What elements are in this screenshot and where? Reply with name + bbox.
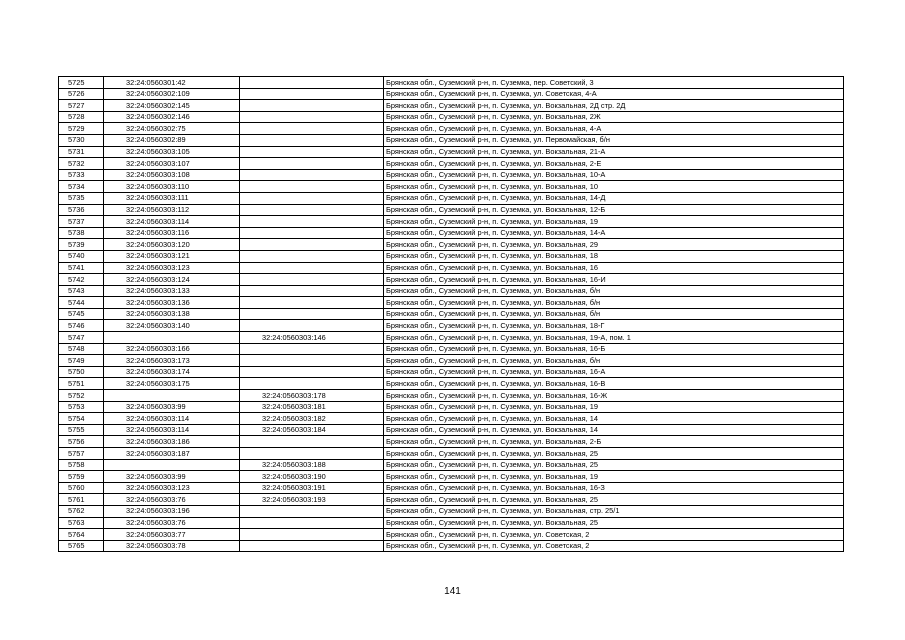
new-cadastral-number-cell <box>240 111 384 123</box>
address-cell: Брянская обл., Суземский р-н, п. Суземка, ул. Вокзальная, 18 <box>384 250 844 262</box>
table-row <box>59 204 844 216</box>
new-cadastral-number-cell <box>240 320 384 332</box>
new-cadastral-number-cell <box>240 100 384 112</box>
address-cell: Брянская обл., Суземский р-н, п. Суземка, ул. Вокзальная, 12-Б <box>384 204 844 216</box>
table-row <box>59 146 844 158</box>
table-row <box>59 529 844 541</box>
cadastral-number-cell: 32:24:0560303:121 <box>104 250 240 262</box>
new-cadastral-number-cell: 32:24:0560303:181 <box>240 401 384 413</box>
cadastral-number-cell: 32:24:0560303:138 <box>104 308 240 320</box>
table-row <box>59 158 844 170</box>
cadastral-number-cell: 32:24:0560303:99 <box>104 401 240 413</box>
address-cell: Брянская обл., Суземский р-н, п. Суземка, ул. Вокзальная, 16-И <box>384 274 844 286</box>
table-row <box>59 181 844 193</box>
cadastral-number-cell: 32:24:0560303:107 <box>104 158 240 170</box>
new-cadastral-number-cell <box>240 192 384 204</box>
row-number-cell: 5740 <box>59 250 104 262</box>
new-cadastral-number-cell <box>240 285 384 297</box>
cadastral-number-cell: 32:24:0560303:99 <box>104 471 240 483</box>
table-row <box>59 401 844 413</box>
row-number-cell: 5738 <box>59 227 104 239</box>
new-cadastral-number-cell <box>240 239 384 251</box>
row-number-cell: 5746 <box>59 320 104 332</box>
cadastral-number-cell: 32:24:0560303:175 <box>104 378 240 390</box>
table-row <box>59 216 844 228</box>
table-row <box>59 123 844 135</box>
new-cadastral-number-cell: 32:24:0560303:146 <box>240 332 384 344</box>
new-cadastral-number-cell: 32:24:0560303:188 <box>240 459 384 471</box>
cadastral-number-cell: 32:24:0560303:123 <box>104 262 240 274</box>
address-cell: Брянская обл., Суземский р-н, п. Суземка, ул. Вокзальная, 25 <box>384 448 844 460</box>
address-cell: Брянская обл., Суземский р-н, п. Суземка, ул. Вокзальная, 16-З <box>384 482 844 494</box>
address-cell: Брянская обл., Суземский р-н, п. Суземка, ул. Советская, 2 <box>384 529 844 541</box>
table-row <box>59 494 844 506</box>
row-number-cell: 5727 <box>59 100 104 112</box>
address-cell: Брянская обл., Суземский р-н, п. Суземка, ул. Вокзальная, 16-Б <box>384 343 844 355</box>
table-row <box>59 227 844 239</box>
table-row <box>59 366 844 378</box>
address-cell: Брянская обл., Суземский р-н, п. Суземка, ул. Вокзальная, 2-Е <box>384 158 844 170</box>
table-row <box>59 436 844 448</box>
new-cadastral-number-cell <box>240 88 384 100</box>
new-cadastral-number-cell <box>240 529 384 541</box>
address-cell: Брянская обл., Суземский р-н, п. Суземка, ул. Вокзальная, 19 <box>384 471 844 483</box>
cadastral-number-cell: 32:24:0560303:76 <box>104 517 240 529</box>
new-cadastral-number-cell <box>240 274 384 286</box>
table-row <box>59 540 844 552</box>
table-row <box>59 192 844 204</box>
new-cadastral-number-cell <box>240 517 384 529</box>
cadastral-number-cell: 32:24:0560303:77 <box>104 529 240 541</box>
cadastral-number-cell: 32:24:0560303:78 <box>104 540 240 552</box>
row-number-cell: 5755 <box>59 424 104 436</box>
cadastral-number-cell: 32:24:0560302:75 <box>104 123 240 135</box>
new-cadastral-number-cell: 32:24:0560303:182 <box>240 413 384 425</box>
address-cell: Брянская обл., Суземский р-н, п. Суземка, ул. Вокзальная, 14-Д <box>384 192 844 204</box>
table-row <box>59 100 844 112</box>
cadastral-number-cell <box>104 459 240 471</box>
address-cell: Брянская обл., Суземский р-н, п. Суземка, пер. Советский, 3 <box>384 77 844 89</box>
row-number-cell: 5729 <box>59 123 104 135</box>
table-row <box>59 378 844 390</box>
table-row <box>59 134 844 146</box>
row-number-cell: 5750 <box>59 366 104 378</box>
cadastral-number-cell: 32:24:0560303:133 <box>104 285 240 297</box>
new-cadastral-number-cell <box>240 308 384 320</box>
new-cadastral-number-cell <box>240 366 384 378</box>
address-cell: Брянская обл., Суземский р-н, п. Суземка, ул. Вокзальная, 16 <box>384 262 844 274</box>
address-cell: Брянская обл., Суземский р-н, п. Суземка, ул. Вокзальная, 21-А <box>384 146 844 158</box>
row-number-cell: 5742 <box>59 274 104 286</box>
row-number-cell: 5758 <box>59 459 104 471</box>
row-number-cell: 5744 <box>59 297 104 309</box>
row-number-cell: 5759 <box>59 471 104 483</box>
new-cadastral-number-cell <box>240 158 384 170</box>
address-cell: Брянская обл., Суземский р-н, п. Суземка, ул. Вокзальная, 10 <box>384 181 844 193</box>
cadastral-number-cell: 32:24:0560302:145 <box>104 100 240 112</box>
row-number-cell: 5753 <box>59 401 104 413</box>
address-cell: Брянская обл., Суземский р-н, п. Суземка, ул. Вокзальная, 25 <box>384 494 844 506</box>
address-cell: Брянская обл., Суземский р-н, п. Суземка, ул. Советская, 2 <box>384 540 844 552</box>
table-row <box>59 111 844 123</box>
address-cell: Брянская обл., Суземский р-н, п. Суземка, ул. Вокзальная, 29 <box>384 239 844 251</box>
address-cell: Брянская обл., Суземский р-н, п. Суземка, ул. Вокзальная, 19-А, пом. 1 <box>384 332 844 344</box>
row-number-cell: 5745 <box>59 308 104 320</box>
table-row <box>59 308 844 320</box>
new-cadastral-number-cell <box>240 343 384 355</box>
row-number-cell: 5748 <box>59 343 104 355</box>
new-cadastral-number-cell <box>240 448 384 460</box>
table-row <box>59 169 844 181</box>
row-number-cell: 5749 <box>59 355 104 367</box>
table-row <box>59 88 844 100</box>
address-cell: Брянская обл., Суземский р-н, п. Суземка, ул. Вокзальная, 25 <box>384 517 844 529</box>
address-cell: Брянская обл., Суземский р-н, п. Суземка, ул. Вокзальная, 19 <box>384 401 844 413</box>
table-row <box>59 250 844 262</box>
table-row <box>59 285 844 297</box>
address-cell: Брянская обл., Суземский р-н, п. Суземка, ул. Вокзальная, б/н <box>384 297 844 309</box>
new-cadastral-number-cell <box>240 77 384 89</box>
address-cell: Брянская обл., Суземский р-н, п. Суземка, ул. Вокзальная, 14 <box>384 424 844 436</box>
address-cell: Брянская обл., Суземский р-н, п. Суземка, ул. Вокзальная, 25 <box>384 459 844 471</box>
new-cadastral-number-cell <box>240 355 384 367</box>
table-row <box>59 274 844 286</box>
row-number-cell: 5743 <box>59 285 104 297</box>
cadastral-number-cell: 32:24:0560303:136 <box>104 297 240 309</box>
address-cell: Брянская обл., Суземский р-н, п. Суземка, ул. Вокзальная, 16-А <box>384 366 844 378</box>
address-cell: Брянская обл., Суземский р-н, п. Суземка, ул. Вокзальная, б/н <box>384 308 844 320</box>
row-number-cell: 5752 <box>59 390 104 402</box>
row-number-cell: 5761 <box>59 494 104 506</box>
row-number-cell: 5726 <box>59 88 104 100</box>
table-row <box>59 343 844 355</box>
cadastral-number-cell: 32:24:0560303:196 <box>104 505 240 517</box>
table-row <box>59 459 844 471</box>
address-cell: Брянская обл., Суземский р-н, п. Суземка, ул. Вокзальная, 4-А <box>384 123 844 135</box>
cadastral-number-cell: 32:24:0560303:116 <box>104 227 240 239</box>
cadastral-number-cell: 32:24:0560303:173 <box>104 355 240 367</box>
new-cadastral-number-cell: 32:24:0560303:191 <box>240 482 384 494</box>
cadastral-number-cell: 32:24:0560303:123 <box>104 482 240 494</box>
row-number-cell: 5760 <box>59 482 104 494</box>
address-cell: Брянская обл., Суземский р-н, п. Суземка, ул. Вокзальная, 18-Г <box>384 320 844 332</box>
cadastral-number-cell: 32:24:0560303:186 <box>104 436 240 448</box>
cadastral-number-cell: 32:24:0560303:112 <box>104 204 240 216</box>
new-cadastral-number-cell: 32:24:0560303:184 <box>240 424 384 436</box>
row-number-cell: 5734 <box>59 181 104 193</box>
cadastral-number-cell: 32:24:0560303:187 <box>104 448 240 460</box>
row-number-cell: 5728 <box>59 111 104 123</box>
address-cell: Брянская обл., Суземский р-н, п. Суземка, ул. Вокзальная, 10-А <box>384 169 844 181</box>
address-cell: Брянская обл., Суземский р-н, п. Суземка, ул. Вокзальная, стр. 25/1 <box>384 505 844 517</box>
cadastral-number-cell: 32:24:0560303:124 <box>104 274 240 286</box>
address-cell: Брянская обл., Суземский р-н, п. Суземка, ул. Вокзальная, 2-Б <box>384 436 844 448</box>
cadastral-number-cell: 32:24:0560303:120 <box>104 239 240 251</box>
row-number-cell: 5756 <box>59 436 104 448</box>
table-row <box>59 297 844 309</box>
table-row <box>59 320 844 332</box>
row-number-cell: 5747 <box>59 332 104 344</box>
table-row <box>59 332 844 344</box>
new-cadastral-number-cell <box>240 540 384 552</box>
row-number-cell: 5757 <box>59 448 104 460</box>
row-number-cell: 5764 <box>59 529 104 541</box>
address-cell: Брянская обл., Суземский р-н, п. Суземка, ул. Вокзальная, б/н <box>384 285 844 297</box>
address-cell: Брянская обл., Суземский р-н, п. Суземка, ул. Вокзальная, 16-Ж <box>384 390 844 402</box>
row-number-cell: 5725 <box>59 77 104 89</box>
cadastral-number-cell: 32:24:0560302:109 <box>104 88 240 100</box>
row-number-cell: 5733 <box>59 169 104 181</box>
new-cadastral-number-cell <box>240 146 384 158</box>
new-cadastral-number-cell <box>240 297 384 309</box>
table-row <box>59 482 844 494</box>
address-cell: Брянская обл., Суземский р-н, п. Суземка, ул. Первомайская, б/н <box>384 134 844 146</box>
row-number-cell: 5731 <box>59 146 104 158</box>
new-cadastral-number-cell <box>240 134 384 146</box>
cadastral-number-cell <box>104 332 240 344</box>
address-cell: Брянская обл., Суземский р-н, п. Суземка, ул. Вокзальная, 2Ж <box>384 111 844 123</box>
row-number-cell: 5751 <box>59 378 104 390</box>
table-row <box>59 424 844 436</box>
address-cell: Брянская обл., Суземский р-н, п. Суземка, ул. Вокзальная, 14-А <box>384 227 844 239</box>
cadastral-number-cell: 32:24:0560303:114 <box>104 216 240 228</box>
new-cadastral-number-cell <box>240 204 384 216</box>
table-row <box>59 390 844 402</box>
new-cadastral-number-cell <box>240 505 384 517</box>
new-cadastral-number-cell <box>240 262 384 274</box>
cadastral-number-cell: 32:24:0560303:140 <box>104 320 240 332</box>
address-cell: Брянская обл., Суземский р-н, п. Суземка, ул. Советская, 4-А <box>384 88 844 100</box>
cadastral-number-cell: 32:24:0560303:166 <box>104 343 240 355</box>
cadastral-number-cell: 32:24:0560303:105 <box>104 146 240 158</box>
table-row <box>59 77 844 89</box>
cadastral-number-cell: 32:24:0560302:89 <box>104 134 240 146</box>
table-row <box>59 517 844 529</box>
address-cell: Брянская обл., Суземский р-н, п. Суземка, ул. Вокзальная, 2Д стр. 2Д <box>384 100 844 112</box>
table-row <box>59 239 844 251</box>
row-number-cell: 5762 <box>59 505 104 517</box>
page-number: 141 <box>444 586 461 597</box>
table-row <box>59 448 844 460</box>
address-cell: Брянская обл., Суземский р-н, п. Суземка, ул. Вокзальная, 14 <box>384 413 844 425</box>
address-cell: Брянская обл., Суземский р-н, п. Суземка, ул. Вокзальная, 19 <box>384 216 844 228</box>
table-row <box>59 413 844 425</box>
cadastral-number-cell: 32:24:0560303:114 <box>104 424 240 436</box>
address-cell: Брянская обл., Суземский р-н, п. Суземка, ул. Вокзальная, б/н <box>384 355 844 367</box>
table-row <box>59 355 844 367</box>
new-cadastral-number-cell <box>240 181 384 193</box>
row-number-cell: 5735 <box>59 192 104 204</box>
row-number-cell: 5732 <box>59 158 104 170</box>
table-row <box>59 262 844 274</box>
table-body <box>59 77 844 552</box>
row-number-cell: 5741 <box>59 262 104 274</box>
row-number-cell: 5765 <box>59 540 104 552</box>
cadastral-number-cell: 32:24:0560301:42 <box>104 77 240 89</box>
cadastral-number-cell: 32:24:0560303:111 <box>104 192 240 204</box>
new-cadastral-number-cell: 32:24:0560303:190 <box>240 471 384 483</box>
row-number-cell: 5739 <box>59 239 104 251</box>
cadastral-number-cell: 32:24:0560303:174 <box>104 366 240 378</box>
new-cadastral-number-cell <box>240 216 384 228</box>
row-number-cell: 5736 <box>59 204 104 216</box>
new-cadastral-number-cell <box>240 436 384 448</box>
cadastral-number-cell: 32:24:0560303:110 <box>104 181 240 193</box>
row-number-cell: 5754 <box>59 413 104 425</box>
new-cadastral-number-cell <box>240 378 384 390</box>
table-row <box>59 471 844 483</box>
cadastral-number-cell: 32:24:0560302:146 <box>104 111 240 123</box>
table-row <box>59 505 844 517</box>
cadastral-table <box>58 76 844 552</box>
new-cadastral-number-cell: 32:24:0560303:193 <box>240 494 384 506</box>
row-number-cell: 5737 <box>59 216 104 228</box>
new-cadastral-number-cell <box>240 250 384 262</box>
new-cadastral-number-cell: 32:24:0560303:178 <box>240 390 384 402</box>
new-cadastral-number-cell <box>240 227 384 239</box>
cadastral-number-cell: 32:24:0560303:76 <box>104 494 240 506</box>
row-number-cell: 5763 <box>59 517 104 529</box>
cadastral-number-cell: 32:24:0560303:108 <box>104 169 240 181</box>
cadastral-number-cell: 32:24:0560303:114 <box>104 413 240 425</box>
address-cell: Брянская обл., Суземский р-н, п. Суземка, ул. Вокзальная, 16-В <box>384 378 844 390</box>
new-cadastral-number-cell <box>240 123 384 135</box>
row-number-cell: 5730 <box>59 134 104 146</box>
cadastral-number-cell <box>104 390 240 402</box>
new-cadastral-number-cell <box>240 169 384 181</box>
